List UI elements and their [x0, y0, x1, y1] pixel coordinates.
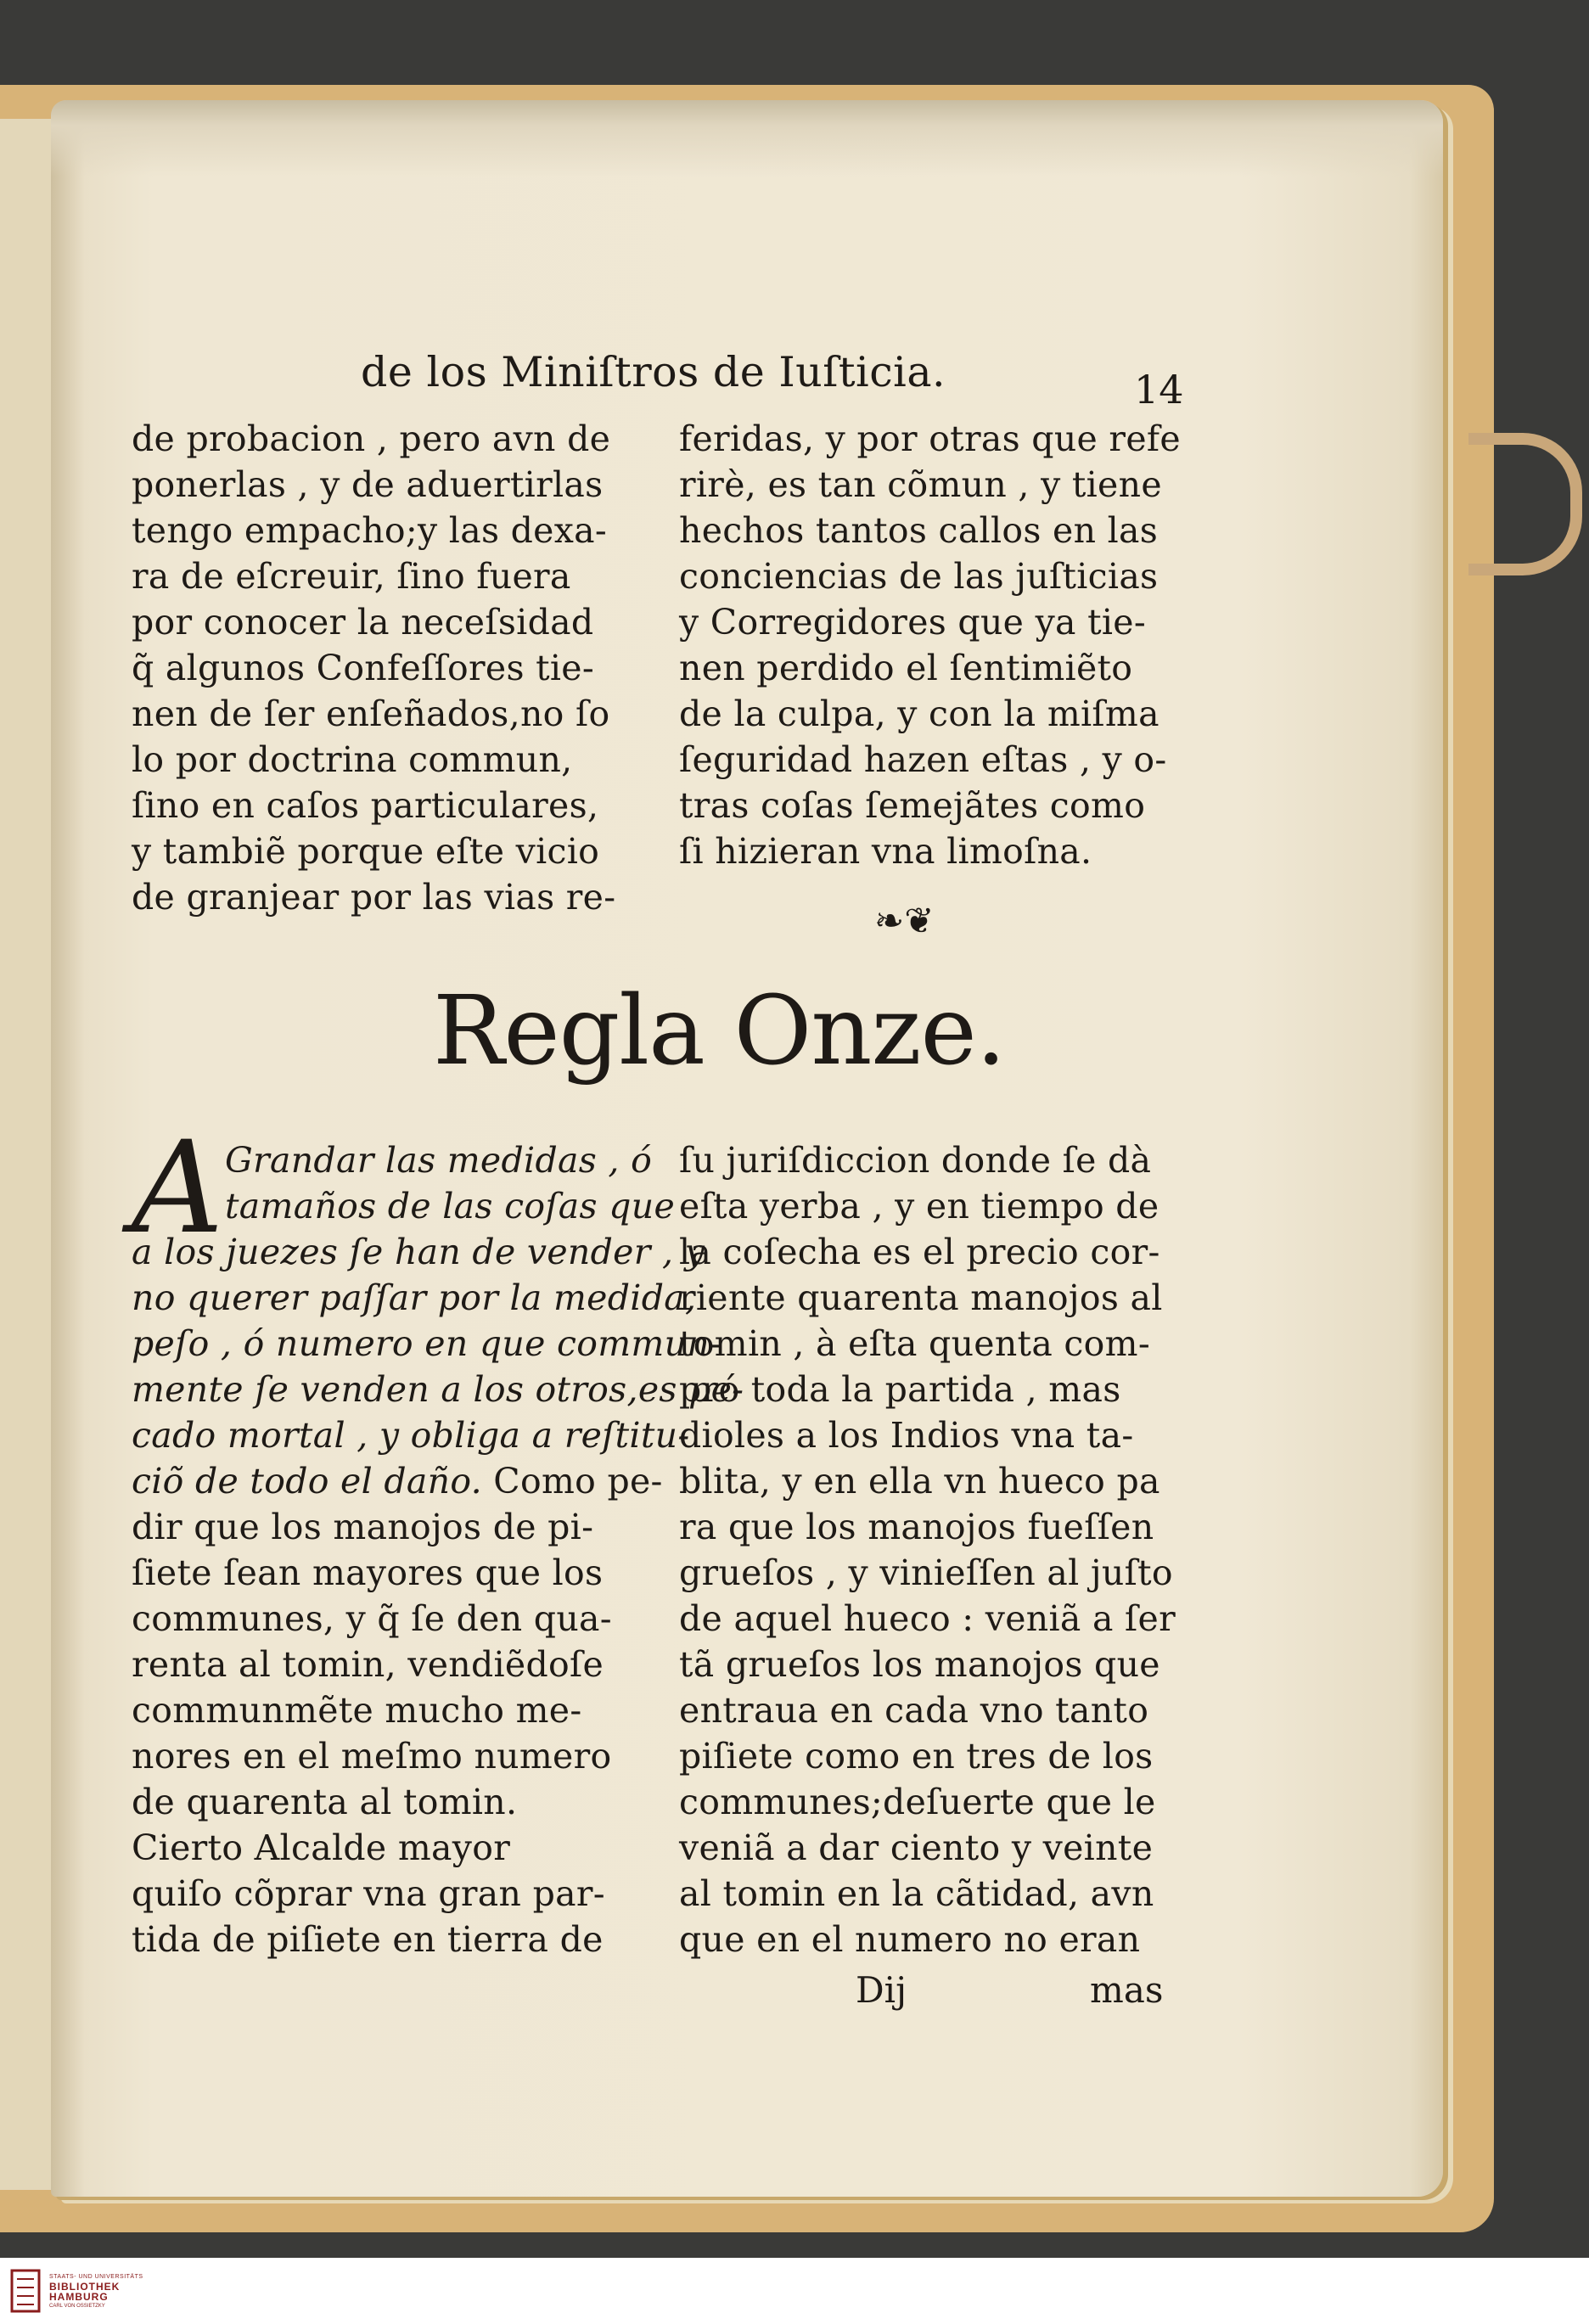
- text-line: tida de piſiete en tierra de: [132, 1919, 604, 1960]
- text-line: tengo empacho;y las dexa-: [132, 510, 608, 551]
- text-line: rirè, es tan cõmun , y tiene: [679, 464, 1162, 505]
- text-line: communes, y q̃ ſe den qua-: [132, 1598, 612, 1639]
- text-line: la coſecha es el precio cor-: [679, 1232, 1160, 1272]
- text-line: feridas, y por otras que refe: [679, 418, 1181, 459]
- text-line: eſta yerba , y en tiempo de: [679, 1186, 1159, 1227]
- running-title: de los Miniſtros de Iuſticia.: [361, 348, 946, 396]
- text-line: q̃ algunos Confeſſores tie-: [132, 648, 595, 688]
- logo-line-2: BIBLIOTHEK: [49, 2280, 121, 2293]
- text-line: de probacion , pero avn de: [132, 418, 611, 459]
- drop-cap-initial: A: [132, 1114, 224, 1262]
- top-right-column: [679, 416, 1180, 874]
- page-number: 14: [1134, 367, 1184, 413]
- text-line: tras coſas ſemejãtes como: [679, 785, 1146, 826]
- text-run-italic: ciõ de todo el daño.: [132, 1461, 482, 1502]
- archive-footer: [0, 2258, 1589, 2324]
- text-line: veniã a dar ciento y veinte: [679, 1827, 1154, 1868]
- signature-mark: Dij: [856, 1969, 907, 2011]
- text-line: ponerlas , y de aduertirlas: [132, 464, 604, 505]
- text-line: no querer paſſar por la medida,: [132, 1277, 697, 1318]
- text-line: ſi hizieran vna limoſna.: [679, 831, 1092, 872]
- binding-tie: [1468, 433, 1582, 575]
- text-line: nores en el meſmo numero: [132, 1736, 612, 1777]
- text-line: de aquel hueco : veniã a ſer: [679, 1598, 1176, 1639]
- text-line: de granjear por las vias re-: [132, 877, 616, 918]
- text-line: peſo , ó numero en que commun-: [132, 1323, 722, 1364]
- text-line: por conocer la neceſsidad: [132, 602, 594, 643]
- text-line: entraua en cada vno tanto: [679, 1690, 1149, 1731]
- text-line: y Corregidores que ya tie-: [679, 602, 1147, 643]
- logo-line-1: STAATS- UND UNIVERSITÄTS: [49, 2273, 143, 2280]
- text-line: ſeguridad hazen eſtas , y o-: [679, 739, 1167, 780]
- text-line: ſu juriſdiccion donde ſe dà: [679, 1140, 1152, 1181]
- logo-line-4: CARL VON OSSIETZKY: [49, 2303, 105, 2309]
- section-ornament: ❧❦: [874, 900, 935, 941]
- text-line: nen de ſer enſeñados,no ſo: [132, 693, 610, 734]
- rule-heading: Regla Onze.: [433, 976, 1006, 1086]
- text-line: tã grueſos los manojos que: [679, 1644, 1160, 1685]
- text-line: riente quarenta manojos al: [679, 1277, 1163, 1318]
- text-line: dioles a los Indios vna ta-: [679, 1415, 1134, 1456]
- catchword: mas: [1090, 1969, 1164, 2011]
- text-line: mente ſe venden a los otros,es pe-: [132, 1369, 744, 1410]
- text-run: Como pe-: [481, 1461, 663, 1502]
- text-line: renta al tomin, vendiẽdoſe: [132, 1644, 604, 1685]
- text-line: nen perdido el ſentimiẽto: [679, 648, 1133, 688]
- text-line: hechos tantos callos en las: [679, 510, 1159, 551]
- text-line: y tambiẽ porque eſte vicio: [132, 831, 600, 872]
- logo-line-3: HAMBURG: [49, 2290, 109, 2303]
- text-line: de la culpa, y con la miſma: [679, 693, 1159, 734]
- text-line: de quarenta al tomin.: [132, 1782, 518, 1822]
- text-line: conciencias de las juſticias: [679, 556, 1159, 597]
- rule-right-column: [679, 1137, 1180, 1962]
- text-line: dir que los manojos de pi-: [132, 1507, 594, 1547]
- text-line: Cierto Alcalde mayor: [132, 1827, 511, 1868]
- page-top-edge: [51, 100, 1443, 177]
- text-line: lo por doctrina commun,: [132, 739, 573, 780]
- text-line: communes;deſuerte que le: [679, 1782, 1156, 1822]
- top-left-column: [132, 416, 632, 920]
- text-line: cado mortal , y obliga a reſtitu-: [132, 1415, 690, 1456]
- text-line: communmẽte mucho me-: [132, 1690, 582, 1731]
- text-line: pró toda la partida , mas: [679, 1369, 1121, 1410]
- text-line: ſiete ſean mayores que los: [132, 1552, 604, 1593]
- text-line: tamaños de las coſas que: [225, 1186, 676, 1227]
- left-page-edge: [0, 119, 51, 2190]
- text-line: al tomin en la cãtidad, avn: [679, 1873, 1154, 1914]
- library-seal-icon: [8, 2267, 42, 2315]
- text-line: ra de eſcreuir, ſino fuera: [132, 556, 571, 597]
- rule-left-column: [132, 1114, 744, 1962]
- text-line: tomin , à eſta quenta com-: [679, 1323, 1150, 1364]
- text-line: ſino en caſos particulares,: [132, 785, 599, 826]
- library-logo: [8, 2265, 143, 2317]
- text-line: que en el numero no eran: [679, 1919, 1141, 1960]
- text-line: [132, 1458, 663, 1504]
- text-line: ra que los manojos fueſſen: [679, 1507, 1154, 1547]
- text-line: piſiete como en tres de los: [679, 1736, 1154, 1777]
- text-line: blita, y en ella vn hueco pa: [679, 1461, 1160, 1502]
- text-line: grueſos , y vinieſſen al juſto: [679, 1552, 1173, 1593]
- text-line: Grandar las medidas , ó: [225, 1140, 653, 1181]
- text-line: a los juezes ſe han de vender , y: [132, 1232, 705, 1272]
- text-line: quiſo cõprar vna gran par-: [132, 1873, 605, 1914]
